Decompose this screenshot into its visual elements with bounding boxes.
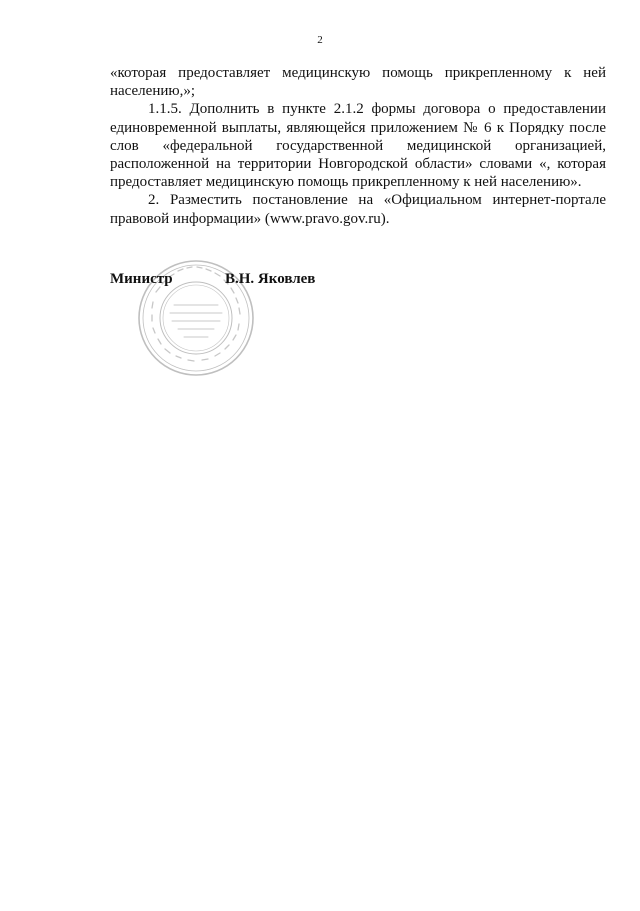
paragraph-1: «которая предоставляет медицинскую помощь прикрепленному к ней населению,»; bbox=[110, 65, 606, 100]
page-number: 2 bbox=[317, 34, 323, 46]
signature-block bbox=[110, 270, 410, 290]
signatory-title: Министр bbox=[110, 271, 173, 287]
paragraph-2: 1.1.5. Дополнить в пункте 2.1.2 формы договора о предоставлении единовременной выплаты, являющейся приложением № 6 к Порядку после слов «федеральной государственной медицинской организацией, расположенной на территории Новгородской области» словами «, которая предоставляет медицинскую помощь прикрепленному к ней населению». bbox=[110, 101, 606, 191]
signatory-name: В.Н. Яковлев bbox=[225, 271, 316, 287]
paragraph-3: 2. Разместить постановление на «Официальном интернет-портале правовой информации» (www.pravo.gov.ru). bbox=[110, 192, 606, 227]
document-body bbox=[110, 64, 606, 228]
